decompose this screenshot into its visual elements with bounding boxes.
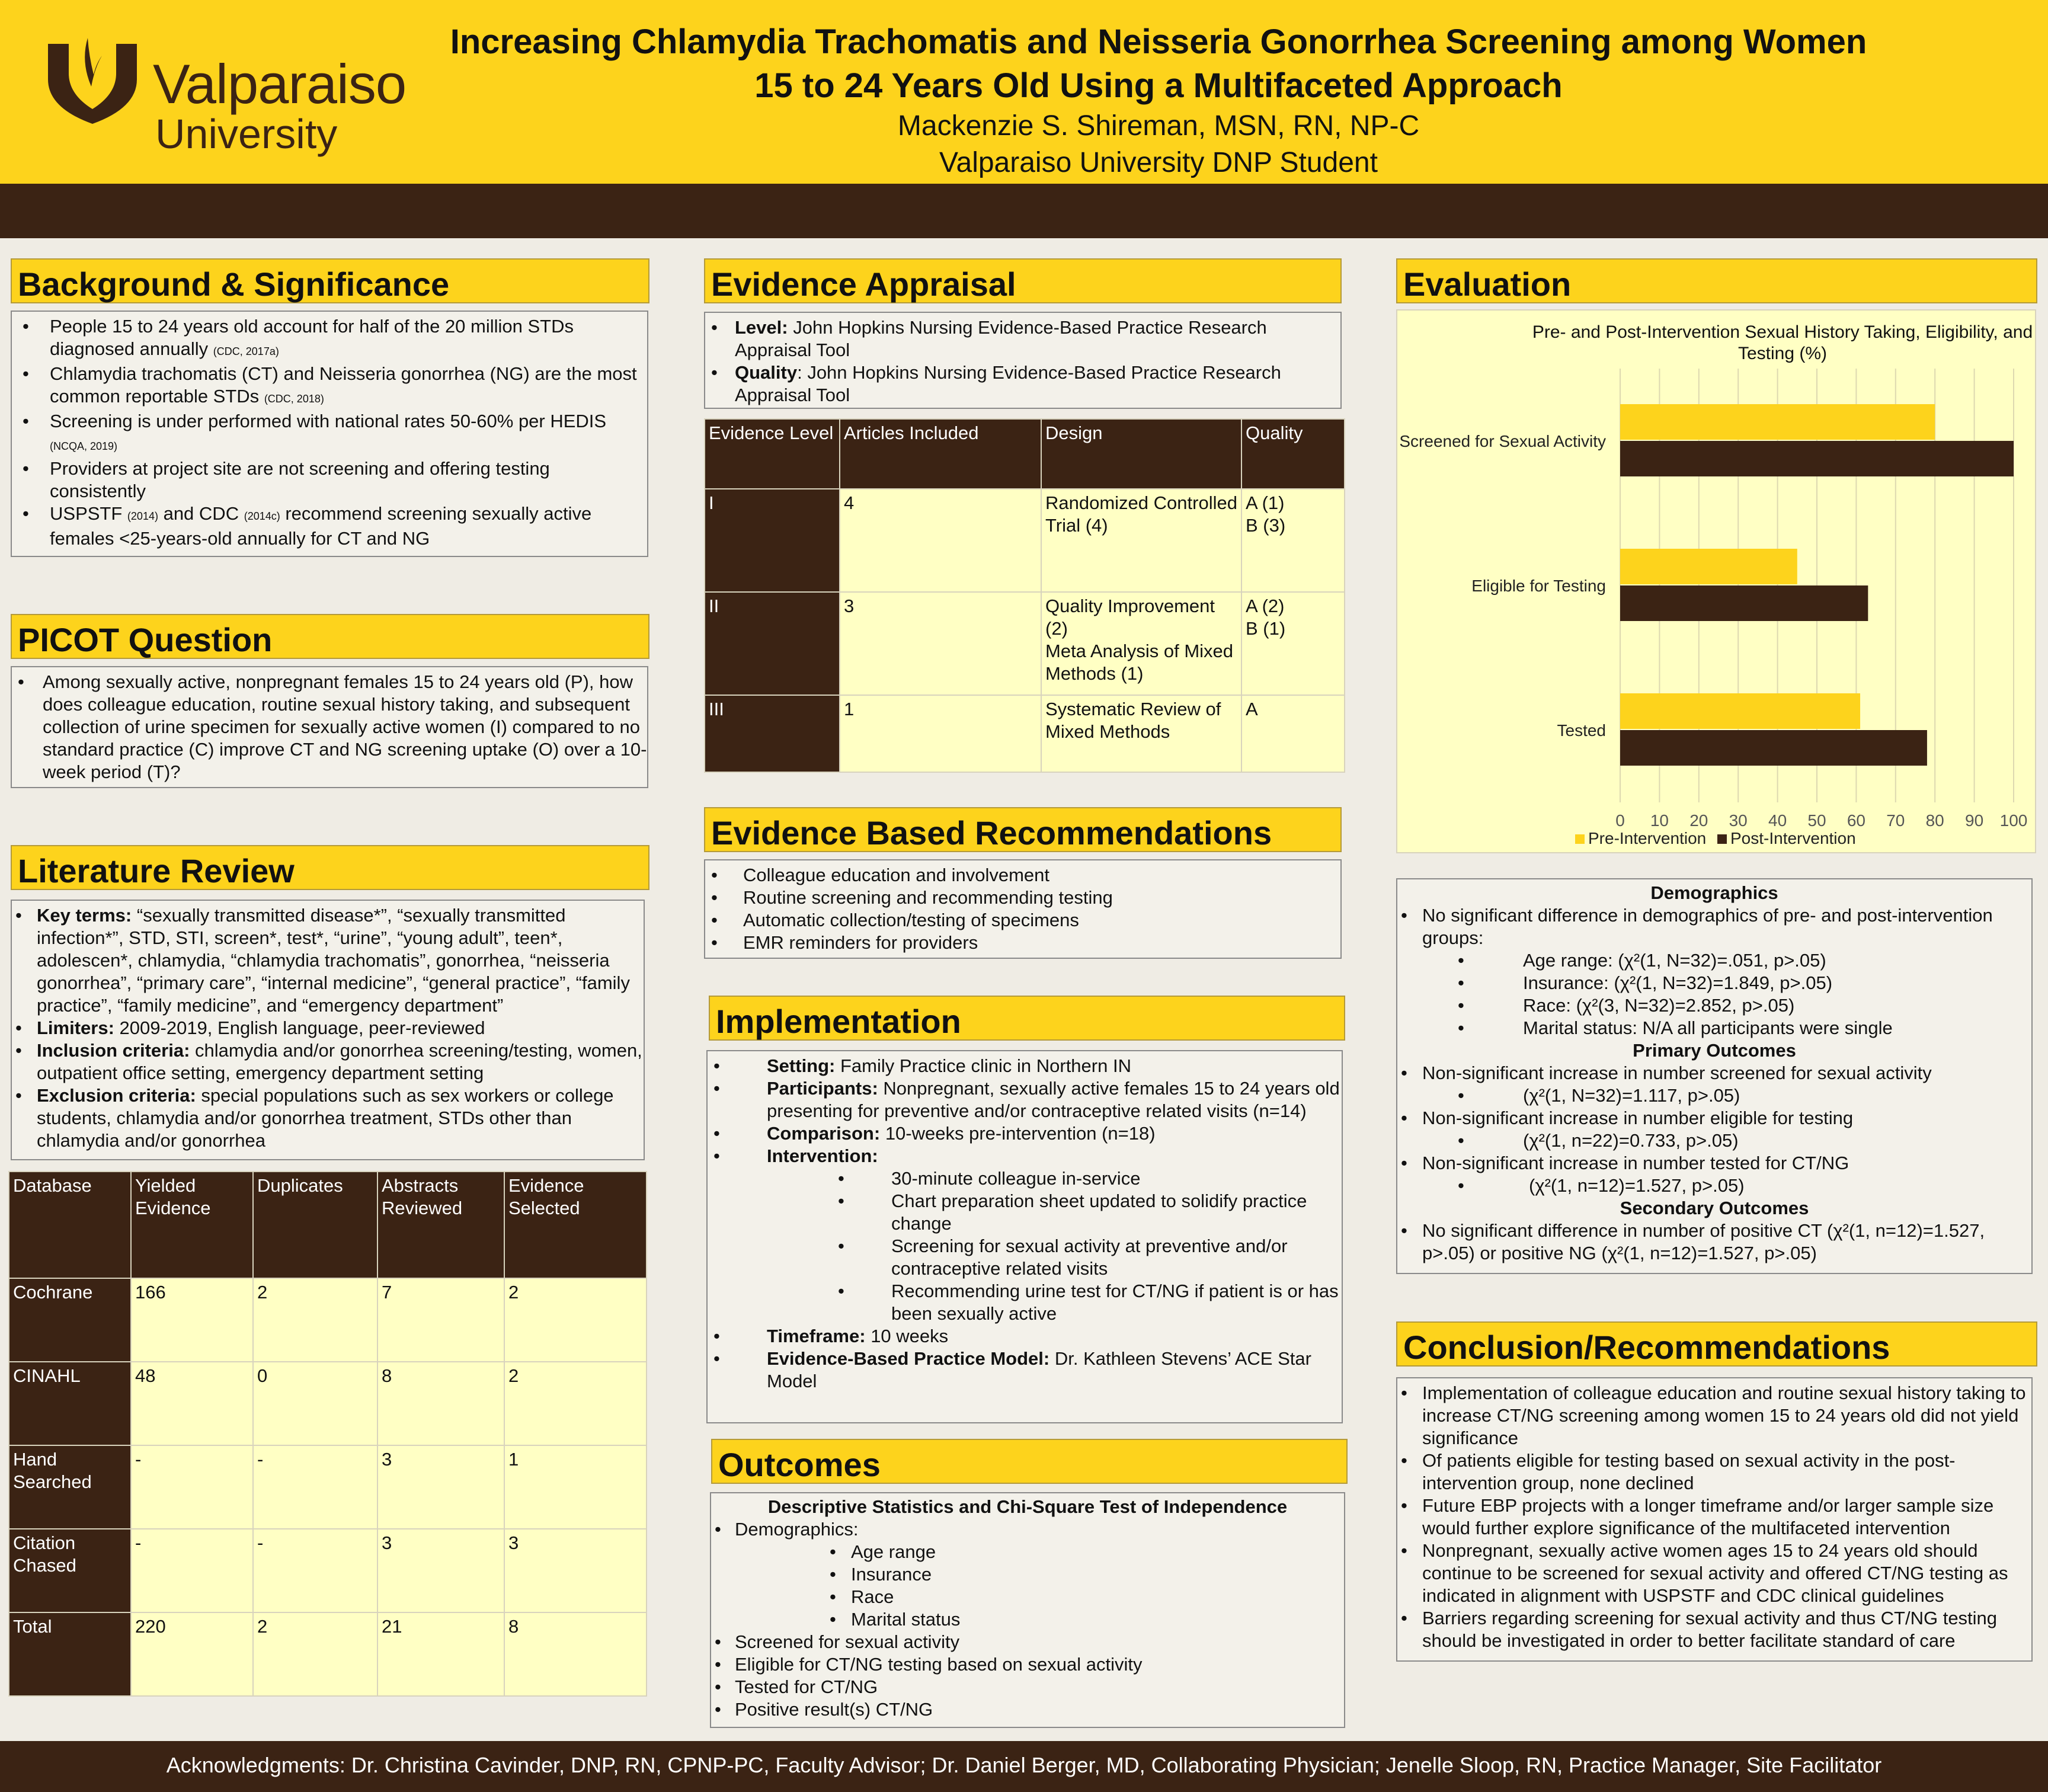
table-cell: 48 (131, 1362, 253, 1445)
table-cell: 3 (840, 592, 1041, 695)
list-item: • Key terms: “sexually transmitted disease*”, “sexually transmitted infection*”, STD, STI, screen*, test*, “urine”, “young adult”, teen*, adolescen*, chlamydia, “chlamydia trachomatis”, gonorrhea, “neisseria gonorrhea”, “primary care”, “internal medicine”, “general practice”, “family practice”, “family medicine”, and “emergency department” (15, 904, 644, 1017)
literature-heading: Literature Review (11, 845, 649, 890)
evidence-appraisal-table (704, 418, 1345, 773)
list-item: • Exclusion criteria: special populations such as sex workers or college students, chlamydia and/or gonorrhea treatment, STDs other than chlamydia and/or gonorrhea (15, 1084, 644, 1152)
list-item: • Future EBP projects with a longer timeframe and/or larger sample size would further explore significance of the multifaceted intervention (1401, 1495, 2031, 1540)
table-cell: 1 (504, 1445, 647, 1529)
y-category-label: Tested (1557, 721, 1606, 740)
column-header: Database (9, 1172, 131, 1278)
column-header: Yielded Evidence (131, 1172, 253, 1278)
list-item: • Eligible for CT/NG testing based on sexual activity (715, 1653, 1344, 1676)
bar (1620, 404, 1935, 440)
list-item: • Limiters: 2009-2019, English language, peer-reviewed (15, 1017, 644, 1039)
list-item: • EMR reminders for providers (711, 932, 1340, 954)
list-item: • People 15 to 24 years old account for half of the 20 million STDs diagnosed annually (CDC, 2017a) (23, 315, 647, 363)
list-item: • Insurance (830, 1563, 1344, 1586)
column-header: Evidence Level (705, 419, 840, 489)
evaluation-chart-panel (1396, 309, 2036, 853)
table-cell: 0 (253, 1362, 377, 1445)
recommendations-heading: Evidence Based Recommendations (704, 807, 1342, 852)
x-tick-label: 20 (1689, 811, 1708, 830)
x-tick-label: 50 (1807, 811, 1826, 830)
legend-swatch (1717, 834, 1727, 844)
table-row (705, 695, 1345, 772)
x-tick-label: 40 (1768, 811, 1787, 830)
x-tick-label: 60 (1847, 811, 1865, 830)
row-label: III (705, 695, 840, 772)
secondary-outcomes-heading: Secondary Outcomes (1620, 1198, 1809, 1218)
table-cell: 8 (504, 1612, 647, 1696)
list-item: • Routine screening and recommending testing (711, 887, 1340, 909)
author-affiliation: Valparaiso University DNP Student (939, 147, 1378, 178)
list-item: • Screening is under performed with national rates 50-60% per HEDIS (NCQA, 2019) (23, 410, 647, 457)
bar (1620, 549, 1797, 584)
outcomes-heading: Outcomes (711, 1439, 1348, 1484)
list-item: • Race: (χ²(3, N=32)=2.852, p>.05) (1458, 994, 2031, 1017)
conclusion-box (1396, 1377, 2033, 1662)
list-item: • Screening for sexual activity at preventive and/or contraceptive related visits (838, 1235, 1342, 1280)
list-item: • Non-significant increase in number screened for sexual activity • (χ²(1, N=32)=1.117, p>.05) (1401, 1062, 2031, 1107)
table-cell: 3 (377, 1445, 504, 1529)
bar (1620, 730, 1927, 766)
logo-subword: University (155, 111, 338, 157)
title-line-2: 15 to 24 Years Old Using a Multifaceted Approach (754, 66, 1563, 105)
column-header: Quality (1241, 419, 1345, 489)
evaluation-stats-box (1396, 878, 2033, 1274)
university-shield-logo (45, 38, 140, 127)
list-item: • Providers at project site are not screening and offering testing consistently (23, 457, 647, 503)
list-item: • Quality: John Hopkins Nursing Evidence-Based Practice Research Appraisal Tool (711, 361, 1340, 407)
column-header: Articles Included (840, 419, 1041, 489)
logo-wordmark: Valparaiso (153, 53, 407, 115)
y-category-label: Screened for Sexual Activity (1399, 432, 1606, 450)
evaluation-bar-chart (1397, 311, 2035, 852)
table-cell: 2 (253, 1278, 377, 1362)
y-category-label: Eligible for Testing (1471, 577, 1606, 595)
list-item: • Positive result(s) CT/NG (715, 1698, 1344, 1721)
list-item: • Insurance: (χ²(1, N=32)=1.849, p>.05) (1458, 972, 2031, 994)
list-item: • USPSTF (2014) and CDC (2014c) recommend screening sexually active females <25-years-old annually for CT and NG (23, 503, 647, 550)
table-cell: 2 (504, 1278, 647, 1362)
list-item: • Implementation of colleague education and routine sexual history taking to increase CT/NG screening among women 15 to 24 years old did not yield significance (1401, 1382, 2031, 1449)
author-block (379, 108, 1938, 181)
list-item: • No significant difference in number of positive CT (χ²(1, n=12)=1.527, p>.05) or positive NG (χ²(1, n=12)=1.527, p>.05) (1401, 1220, 2031, 1265)
list-item: • Timeframe: 10 weeks (713, 1325, 1342, 1348)
list-item: • Tested for CT/NG (715, 1676, 1344, 1698)
row-label: I (705, 489, 840, 592)
background-box (11, 311, 648, 557)
conclusion-heading: Conclusion/Recommendations (1396, 1321, 2037, 1367)
table-header-row (9, 1172, 647, 1278)
list-item: • Chart preparation sheet updated to solidify practice change (838, 1190, 1342, 1235)
table-row (705, 592, 1345, 695)
row-label: CINAHL (9, 1362, 131, 1445)
column-header: Duplicates (253, 1172, 377, 1278)
list-item: • Evidence-Based Practice Model: Dr. Kathleen Stevens’ ACE Star Model (713, 1348, 1342, 1393)
list-item: • No significant difference in demographics of pre- and post-intervention groups: • Age range: (χ²(1, N=32)=.051, p>.05) • Insurance: (χ²(1, N=32)=1.849, p>.05) • Race: (χ²(3, N=32)=2.852, p>.05) • Marital status: N/A all participants were single (1401, 904, 2031, 1039)
column-header: Evidence Selected (504, 1172, 647, 1278)
implementation-box (706, 1050, 1343, 1423)
list-item: • Age range (830, 1541, 1344, 1563)
title-line-1: Increasing Chlamydia Trachomatis and Neisseria Gonorrhea Screening among Women (450, 23, 1867, 61)
chart-title: Pre- and Post-Intervention Sexual History Taking, Eligibility, and (1532, 322, 2033, 342)
list-item: • Participants: Nonpregnant, sexually active females 15 to 24 years old presenting for preventive and/or contraceptive related visits (n=14) (713, 1077, 1342, 1122)
table-cell: 21 (377, 1612, 504, 1696)
x-tick-label: 90 (1965, 811, 1984, 830)
poster-title (379, 20, 1938, 108)
table-cell: - (253, 1529, 377, 1612)
table-row (9, 1278, 647, 1362)
column-header: Abstracts Reviewed (377, 1172, 504, 1278)
bar (1620, 693, 1860, 729)
list-item: • Colleague education and involvement (711, 864, 1340, 887)
outcomes-list (711, 1518, 1344, 1721)
picot-box (11, 666, 648, 788)
recommendations-list (705, 864, 1340, 954)
list-item: • Recommending urine test for CT/NG if patient is or has been sexually active (838, 1280, 1342, 1325)
demographics-sublist (735, 1541, 1344, 1631)
list-item: • Non-significant increase in number tested for CT/NG • (χ²(1, n=12)=1.527, p>.05) (1401, 1152, 2031, 1197)
list-item: • Nonpregnant, sexually active women ages 15 to 24 years old should continue to be screened for sexual activity and offered CT/NG testing as indicated in alignment with USPSTF and CDC clinical guidelines (1401, 1540, 2031, 1607)
list-item: • Non-significant increase in number eligible for testing • (χ²(1, n=22)=0.733, p>.05) (1401, 1107, 2031, 1152)
list-item: • Level: John Hopkins Nursing Evidence-Based Practice Research Appraisal Tool (711, 316, 1340, 361)
outcomes-subheading: Descriptive Statistics and Chi-Square Test of Independence (767, 1496, 1288, 1517)
table-cell: 3 (377, 1529, 504, 1612)
table-cell: Randomized Controlled Trial (4) (1041, 489, 1241, 592)
table-row (705, 489, 1345, 592)
list-item: • Of patients eligible for testing based on sexual activity in the post-intervention group, none declined (1401, 1449, 2031, 1495)
x-tick-label: 70 (1886, 811, 1905, 830)
literature-search-table (8, 1171, 647, 1697)
demographics-heading: Demographics (1650, 882, 1778, 903)
picot-question: • Among sexually active, nonpregnant females 15 to 24 years old (P), how does colleague education, routine sexual history taking, and subsequent collection of urine specimen for sexually active women (I) compared to no standard practice (C) improve CT and NG screening uptake (O) over a 10-week period (T)? (18, 671, 647, 783)
table-row (9, 1362, 647, 1445)
table-row (9, 1529, 647, 1612)
list-item: • Marital status: N/A all participants were single (1458, 1017, 2031, 1039)
table-cell: 3 (504, 1529, 647, 1612)
table-cell: 220 (131, 1612, 253, 1696)
x-tick-label: 30 (1729, 811, 1748, 830)
outcomes-box (710, 1492, 1345, 1728)
row-label: II (705, 592, 840, 695)
list-item: • Barriers regarding screening for sexual activity and thus CT/NG testing should be investigated in order to better facilitate standard of care (1401, 1607, 2031, 1652)
list-item: • Marital status (830, 1608, 1344, 1631)
literature-box (11, 900, 645, 1160)
table-cell: 1 (840, 695, 1041, 772)
list-item: • (χ²(1, n=22)=0.733, p>.05) (1458, 1129, 2031, 1152)
table-cell: A (2) B (1) (1241, 592, 1345, 695)
list-item: • (χ²(1, N=32)=1.117, p>.05) (1458, 1084, 2031, 1107)
literature-list (12, 904, 644, 1152)
table-cell: - (253, 1445, 377, 1529)
list-item: • Screened for sexual activity (715, 1631, 1344, 1653)
table-cell: 166 (131, 1278, 253, 1362)
chart-title: Testing (%) (1737, 344, 1828, 363)
table-cell: 2 (504, 1362, 647, 1445)
table-cell: A (1) B (3) (1241, 489, 1345, 592)
table-cell: Systematic Review of Mixed Methods (1041, 695, 1241, 772)
list-item: • Demographics: • Age range • Insurance • Race • Marital status (715, 1518, 1344, 1631)
bar (1620, 585, 1868, 621)
legend-label: Post-Intervention (1730, 829, 1856, 847)
table-cell: 8 (377, 1362, 504, 1445)
column-header: Design (1041, 419, 1241, 489)
list-item: • Age range: (χ²(1, N=32)=.051, p>.05) (1458, 949, 2031, 972)
x-tick-label: 10 (1650, 811, 1669, 830)
x-tick-label: 0 (1615, 811, 1625, 830)
author-name: Mackenzie S. Shireman, MSN, RN, NP-C (897, 110, 1420, 142)
bar (1620, 441, 2014, 476)
table-cell: 7 (377, 1278, 504, 1362)
recommendations-box (704, 859, 1342, 959)
table-cell: A (1241, 695, 1345, 772)
x-tick-label: 80 (1925, 811, 1944, 830)
list-item: • (χ²(1, n=12)=1.527, p>.05) (1458, 1175, 2031, 1197)
intervention-sublist (767, 1167, 1342, 1325)
list-item: • Inclusion criteria: chlamydia and/or gonorrhea screening/testing, women, outpatient office setting, emergency department setting (15, 1039, 644, 1084)
header-divider-bar (0, 184, 2048, 238)
table-cell: - (131, 1529, 253, 1612)
picot-heading: PICOT Question (11, 614, 649, 659)
table-cell: - (131, 1445, 253, 1529)
appraisal-heading: Evidence Appraisal (704, 258, 1342, 303)
row-label: Citation Chased (9, 1529, 131, 1612)
background-heading: Background & Significance (11, 258, 649, 303)
list-item: • 30-minute colleague in-service (838, 1167, 1342, 1190)
table-header-row (705, 419, 1345, 489)
row-label: Cochrane (9, 1278, 131, 1362)
implementation-heading: Implementation (709, 996, 1345, 1041)
evaluation-heading: Evaluation (1396, 258, 2037, 303)
appraisal-box (704, 312, 1342, 409)
table-cell: 2 (253, 1612, 377, 1696)
legend-swatch (1575, 834, 1585, 844)
x-tick-label: 100 (1999, 811, 2028, 830)
list-item: • Comparison: 10-weeks pre-intervention (n=18) (713, 1122, 1342, 1145)
background-list (12, 315, 647, 550)
legend-label: Pre-Intervention (1588, 829, 1707, 847)
list-item: • Chlamydia trachomatis (CT) and Neisseria gonorrhea (NG) are the most common reportable STDs (CDC, 2018) (23, 363, 647, 410)
table-cell: 4 (840, 489, 1041, 592)
acknowledgments: Acknowledgments: Dr. Christina Cavinder, DNP, RN, CPNP-PC, Faculty Advisor; Dr. Daniel Berger, MD, Collaborating Physician; Jenelle Sloop, RN, Practice Manager, Site Facilitator (166, 1753, 1882, 1777)
list-item: • Automatic collection/testing of specimens (711, 909, 1340, 932)
table-cell: Quality Improvement (2) Meta Analysis of Mixed Methods (1) (1041, 592, 1241, 695)
list-item: • Setting: Family Practice clinic in Northern IN (713, 1055, 1342, 1077)
primary-outcomes-heading: Primary Outcomes (1633, 1040, 1796, 1061)
row-label: Total (9, 1612, 131, 1696)
conclusion-list (1397, 1382, 2031, 1652)
table-row (9, 1445, 647, 1529)
row-label: Hand Searched (9, 1445, 131, 1529)
list-item: • Intervention: • 30-minute colleague in-service • Chart preparation sheet updated to solidify practice change • Screening for sexual activity at preventive and/or contraceptive related visits • Recommending urine test for CT/NG if patient is or has been sexually active (713, 1145, 1342, 1325)
table-row (9, 1612, 647, 1696)
implementation-list (708, 1055, 1342, 1393)
list-item: • Race (830, 1586, 1344, 1608)
